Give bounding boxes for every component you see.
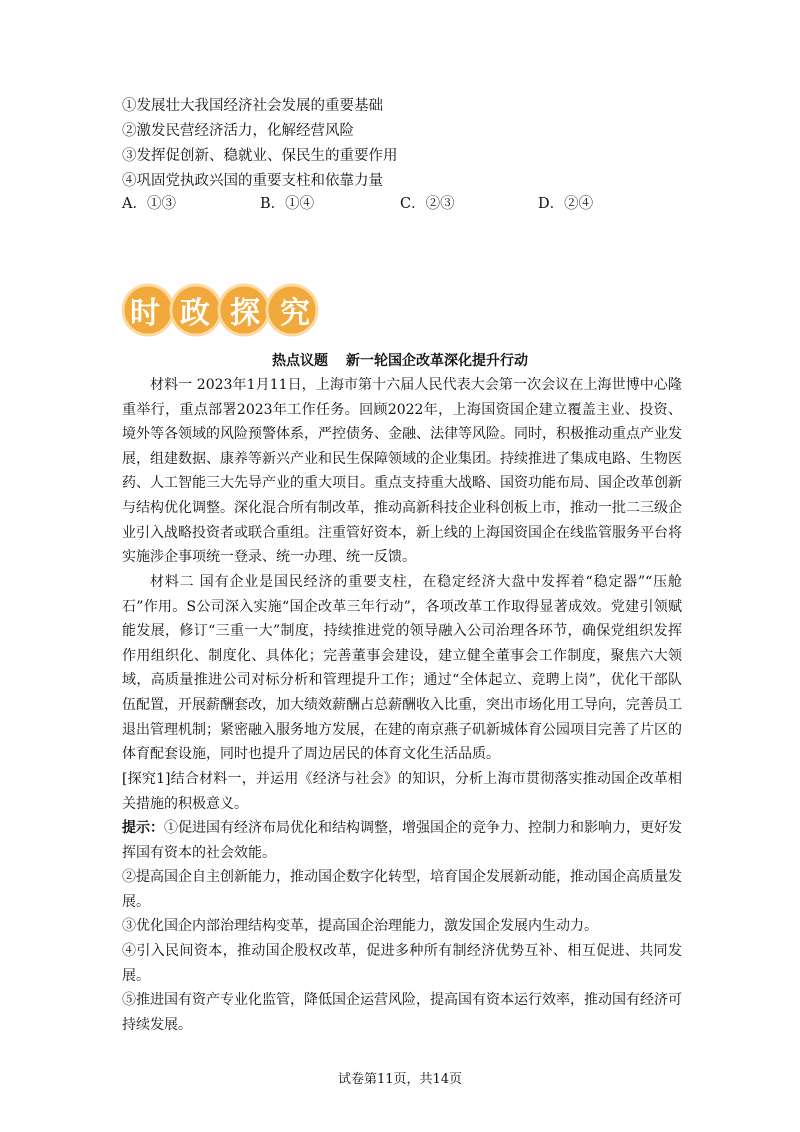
choice-a: A．①③ <box>122 196 176 212</box>
hint-1 <box>122 816 682 865</box>
banner-char-3: 探 <box>230 296 260 331</box>
option-4: ④巩固党执政兴国的重要支柱和依靠力量 <box>122 173 383 189</box>
page-footer: 试卷第11页，共14页 <box>337 1072 463 1087</box>
topic-label: 热点议题 <box>272 353 328 369</box>
choice-c: C．②③ <box>400 196 455 212</box>
answer-choices <box>122 192 682 214</box>
hint-1-text: ①促进国有经济布局优化和结构调整，增强国企的竞争力、控制力和影响力，更好发挥国有资本的社会效能。 <box>122 820 682 861</box>
hint-2: ②提高国企自主创新能力，推动国企数字化转型，培育国企发展新动能，推动国企高质量发展。 <box>122 869 682 910</box>
hint-label: 提示： <box>122 820 164 836</box>
hint-4: ④引入民间资本，推动国企股权改革，促进多种所有制经济优势互补、相互促进、共同发展。 <box>122 943 682 984</box>
option-2: ②激发民营经济活力，化解经营风险 <box>122 123 354 139</box>
option-1: ①发展壮大我国经济社会发展的重要基础 <box>122 98 383 114</box>
section-banner <box>120 282 320 338</box>
hint-5: ⑤推进国有资产专业化监管，降低国企运营风险，提高国有资本运行效率，推动国有经济可持续发展。 <box>122 992 682 1033</box>
material-2: 材料二 国有企业是国民经济的重要支柱，在稳定经济大盘中发挥着“稳定器”“压舱石”作用。S公司深入实施“国企改革三年行动”，各项改革工作取得显著成效。党建引领赋能发展，修订“三重一大”制度，持续推进党的领导融入公司治理各环节，确保党组织发挥作用组织化、制度化、具体化；完善董事会建设，建立健全董事会工作制度，聚焦六大领域，高质量推进公司对标分析和管理提升工作；通过“全体起立、竞聘上岗”，优化干部队伍配置，开展薪酬套改，加大绩效薪酬占总薪酬收入比重，突出市场化用工导向，完善员工退出管理机制；紧密融入服务地方发展，在建的南京燕子矶新城体育公园项目完善了片区的体育配套设施，同时也提升了周边居民的体育文化生活品质。 <box>122 574 682 763</box>
choice-b: B．①④ <box>260 196 315 212</box>
hint-3: ③优化国企内部治理结构变革，提高国企治理能力，激发国企发展内生动力。 <box>122 918 598 934</box>
inquiry-question: [探究1]结合材料一，并运用《经济与社会》的知识，分析上海市贯彻落实推动国企改革相关措施的积极意义。 <box>122 771 682 812</box>
banner-char-1: 时 <box>130 296 160 331</box>
material-1: 材料一 2023年1月11日，上海市第十六届人民代表大会第一次会议在上海世博中心隆重举行，重点部署2023年工作任务。回顾2022年，上海国资国企建立覆盖主业、投资、境外等各领域的风险预警体系，严控债务、金融、法律等风险。同时，积极推动重点产业发展，组建数据、康养等新兴产业和民生保障领域的企业集团。持续推进了集成电路、生物医药、人工智能三大先导产业的重大项目。重点支持重大战略、国资功能布局、国企改革创新与结构优化调整。深化混合所有制改革，推动高新科技企业科创板上市，推动一批二三级企业引入战略投资者或联合重组。注重管好资本，新上线的上海国资国企在线监管服务平台将实施涉企事项统一登录、统一办理、统一反馈。 <box>122 377 682 566</box>
banner-char-2: 政 <box>180 296 210 331</box>
option-3: ③发挥促创新、稳就业、保民生的重要作用 <box>122 148 398 164</box>
choice-d: D．②④ <box>538 196 594 212</box>
banner-char-4: 究 <box>280 296 310 331</box>
topic-title <box>0 350 800 370</box>
topic-heading: 新一轮国企改革深化提升行动 <box>346 353 528 369</box>
